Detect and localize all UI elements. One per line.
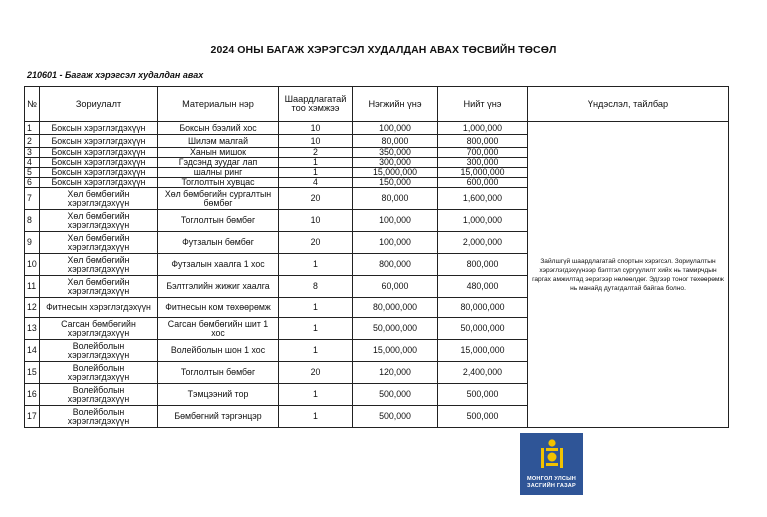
- header-total: Нийт үнэ: [438, 87, 528, 122]
- row-total: 2,400,000: [438, 362, 528, 384]
- row-total: 300,000: [438, 158, 528, 168]
- row-purpose: Боксын хэрэглэгдэхүүн: [40, 178, 158, 188]
- row-quantity: 1: [279, 254, 353, 276]
- row-quantity: 20: [279, 232, 353, 254]
- header-justification: Үндэслэл, тайлбар: [528, 87, 729, 122]
- row-unit-price: 120,000: [353, 362, 438, 384]
- row-total: 15,000,000: [438, 340, 528, 362]
- row-total: 1,000,000: [438, 122, 528, 135]
- row-number: 15: [25, 362, 40, 384]
- row-unit-price: 50,000,000: [353, 318, 438, 340]
- budget-line-subtitle: 210601 - Багаж хэрэгсэл худалдан авах: [27, 70, 204, 80]
- row-number: 14: [25, 340, 40, 362]
- row-item-name: Ханын мишок: [158, 148, 279, 158]
- row-purpose: Волейболын хэрэглэгдэхүүн: [40, 362, 158, 384]
- row-number: 5: [25, 168, 40, 178]
- row-unit-price: 100,000: [353, 210, 438, 232]
- row-total: 15,000,000: [438, 168, 528, 178]
- row-number: 16: [25, 384, 40, 406]
- row-purpose: Волейболын хэрэглэгдэхүүн: [40, 384, 158, 406]
- row-unit-price: 100,000: [353, 122, 438, 135]
- row-quantity: 4: [279, 178, 353, 188]
- row-total: 800,000: [438, 254, 528, 276]
- row-quantity: 1: [279, 318, 353, 340]
- row-total: 600,000: [438, 178, 528, 188]
- row-total: 500,000: [438, 384, 528, 406]
- row-quantity: 1: [279, 406, 353, 428]
- row-item-name: Тоглолтын бөмбөг: [158, 362, 279, 384]
- header-purpose: Зориулалт: [40, 87, 158, 122]
- row-purpose: Волейболын хэрэглэгдэхүүн: [40, 340, 158, 362]
- logo-line-1: МОНГОЛ УЛСЫН: [527, 476, 576, 482]
- row-item-name: Тоглолтын хувцас: [158, 178, 279, 188]
- row-quantity: 1: [279, 158, 353, 168]
- row-purpose: Боксын хэрэглэгдэхүүн: [40, 148, 158, 158]
- row-quantity: 1: [279, 168, 353, 178]
- row-number: 11: [25, 276, 40, 298]
- row-unit-price: 60,000: [353, 276, 438, 298]
- header-no: №: [25, 87, 40, 122]
- row-item-name: Фитнесын ком төхөөрөмж: [158, 298, 279, 318]
- row-unit-price: 15,000,000: [353, 340, 438, 362]
- row-item-name: шалны ринг: [158, 168, 279, 178]
- row-number: 3: [25, 148, 40, 158]
- row-unit-price: 500,000: [353, 406, 438, 428]
- row-total: 1,600,000: [438, 188, 528, 210]
- row-total: 480,000: [438, 276, 528, 298]
- row-number: 2: [25, 135, 40, 148]
- row-purpose: Хөл бөмбөгийн хэрэглэгдэхүүн: [40, 276, 158, 298]
- row-purpose: Боксын хэрэглэгдэхүүн: [40, 158, 158, 168]
- row-number: 13: [25, 318, 40, 340]
- row-unit-price: 80,000: [353, 188, 438, 210]
- row-item-name: Футзалын бөмбөг: [158, 232, 279, 254]
- row-number: 6: [25, 178, 40, 188]
- header-unit-price: Нэгжийн үнэ: [353, 87, 438, 122]
- row-quantity: 1: [279, 340, 353, 362]
- row-quantity: 10: [279, 122, 353, 135]
- row-unit-price: 800,000: [353, 254, 438, 276]
- row-total: 500,000: [438, 406, 528, 428]
- soyombo-emblem-icon: [537, 437, 567, 471]
- row-unit-price: 80,000,000: [353, 298, 438, 318]
- row-number: 17: [25, 406, 40, 428]
- row-purpose: Фитнесын хэрэглэгдэхүүн: [40, 298, 158, 318]
- justification-note: Зайлшгүй шаардлагатай спортын хэрэгсэл. Зориулалтын хэрэглэгдэхүүнээр бэлтгэл сургуулилт хийх нь тамирчдын гаргах амжилтад эерэгээр нөлөөлдөг. Эдгээр тоног төхөөрөмж нь манайд дутагдалтай байгаа болно.: [528, 122, 729, 428]
- row-item-name: Боксын бээлий хос: [158, 122, 279, 135]
- row-purpose: Хөл бөмбөгийн хэрэглэгдэхүүн: [40, 188, 158, 210]
- row-quantity: 2: [279, 148, 353, 158]
- row-total: 700,000: [438, 148, 528, 158]
- row-number: 12: [25, 298, 40, 318]
- row-item-name: Тэмцээний тор: [158, 384, 279, 406]
- header-quantity: Шаардлагатай тоо хэмжээ: [279, 87, 353, 122]
- row-item-name: Футзалын хаалга 1 хос: [158, 254, 279, 276]
- row-purpose: Боксын хэрэглэгдэхүүн: [40, 135, 158, 148]
- row-total: 800,000: [438, 135, 528, 148]
- row-number: 8: [25, 210, 40, 232]
- row-unit-price: 100,000: [353, 232, 438, 254]
- row-unit-price: 350,000: [353, 148, 438, 158]
- row-item-name: Хөл бөмбөгийн сургалтын бөмбөг: [158, 188, 279, 210]
- row-item-name: Гэдсэнд зуудаг лап: [158, 158, 279, 168]
- document-title: 2024 ОНЫ БАГАЖ ХЭРЭГСЭЛ ХУДАЛДАН АВАХ ТӨСВИЙН ТӨСӨЛ: [210, 44, 557, 56]
- row-item-name: Бэлтгэлийн жижиг хаалга: [158, 276, 279, 298]
- row-total: 80,000,000: [438, 298, 528, 318]
- row-total: 50,000,000: [438, 318, 528, 340]
- row-number: 10: [25, 254, 40, 276]
- row-unit-price: 15,000,000: [353, 168, 438, 178]
- row-unit-price: 150,000: [353, 178, 438, 188]
- row-item-name: Бөмбөгний тэргэнцэр: [158, 406, 279, 428]
- row-number: 7: [25, 188, 40, 210]
- header-item: Материалын нэр: [158, 87, 279, 122]
- government-logo: [520, 433, 583, 495]
- row-purpose: Боксын хэрэглэгдэхүүн: [40, 122, 158, 135]
- row-item-name: Волейболын шон 1 хос: [158, 340, 279, 362]
- row-number: 1: [25, 122, 40, 135]
- row-purpose: Хөл бөмбөгийн хэрэглэгдэхүүн: [40, 210, 158, 232]
- row-purpose: Хөл бөмбөгийн хэрэглэгдэхүүн: [40, 232, 158, 254]
- row-unit-price: 300,000: [353, 158, 438, 168]
- row-number: 9: [25, 232, 40, 254]
- table-body: [25, 122, 729, 428]
- row-item-name: Тоглолтын бөмбөг: [158, 210, 279, 232]
- row-quantity: 8: [279, 276, 353, 298]
- row-number: 4: [25, 158, 40, 168]
- logo-line-2: ЗАСГИЙН ГАЗАР: [527, 483, 576, 489]
- table-row: [25, 122, 729, 135]
- row-purpose: Боксын хэрэглэгдэхүүн: [40, 168, 158, 178]
- row-item-name: Шилэм малгай: [158, 135, 279, 148]
- row-quantity: 20: [279, 362, 353, 384]
- row-quantity: 10: [279, 135, 353, 148]
- row-unit-price: 500,000: [353, 384, 438, 406]
- budget-table: [24, 86, 729, 428]
- row-purpose: Волейболын хэрэглэгдэхүүн: [40, 406, 158, 428]
- row-item-name: Сагсан бөмбөгийн шит 1 хос: [158, 318, 279, 340]
- table-header-row: [25, 87, 729, 122]
- row-total: 1,000,000: [438, 210, 528, 232]
- row-total: 2,000,000: [438, 232, 528, 254]
- row-quantity: 1: [279, 298, 353, 318]
- row-quantity: 20: [279, 188, 353, 210]
- row-quantity: 1: [279, 384, 353, 406]
- row-unit-price: 80,000: [353, 135, 438, 148]
- row-purpose: Сагсан бөмбөгийн хэрэглэгдэхүүн: [40, 318, 158, 340]
- row-quantity: 10: [279, 210, 353, 232]
- row-purpose: Хөл бөмбөгийн хэрэглэгдэхүүн: [40, 254, 158, 276]
